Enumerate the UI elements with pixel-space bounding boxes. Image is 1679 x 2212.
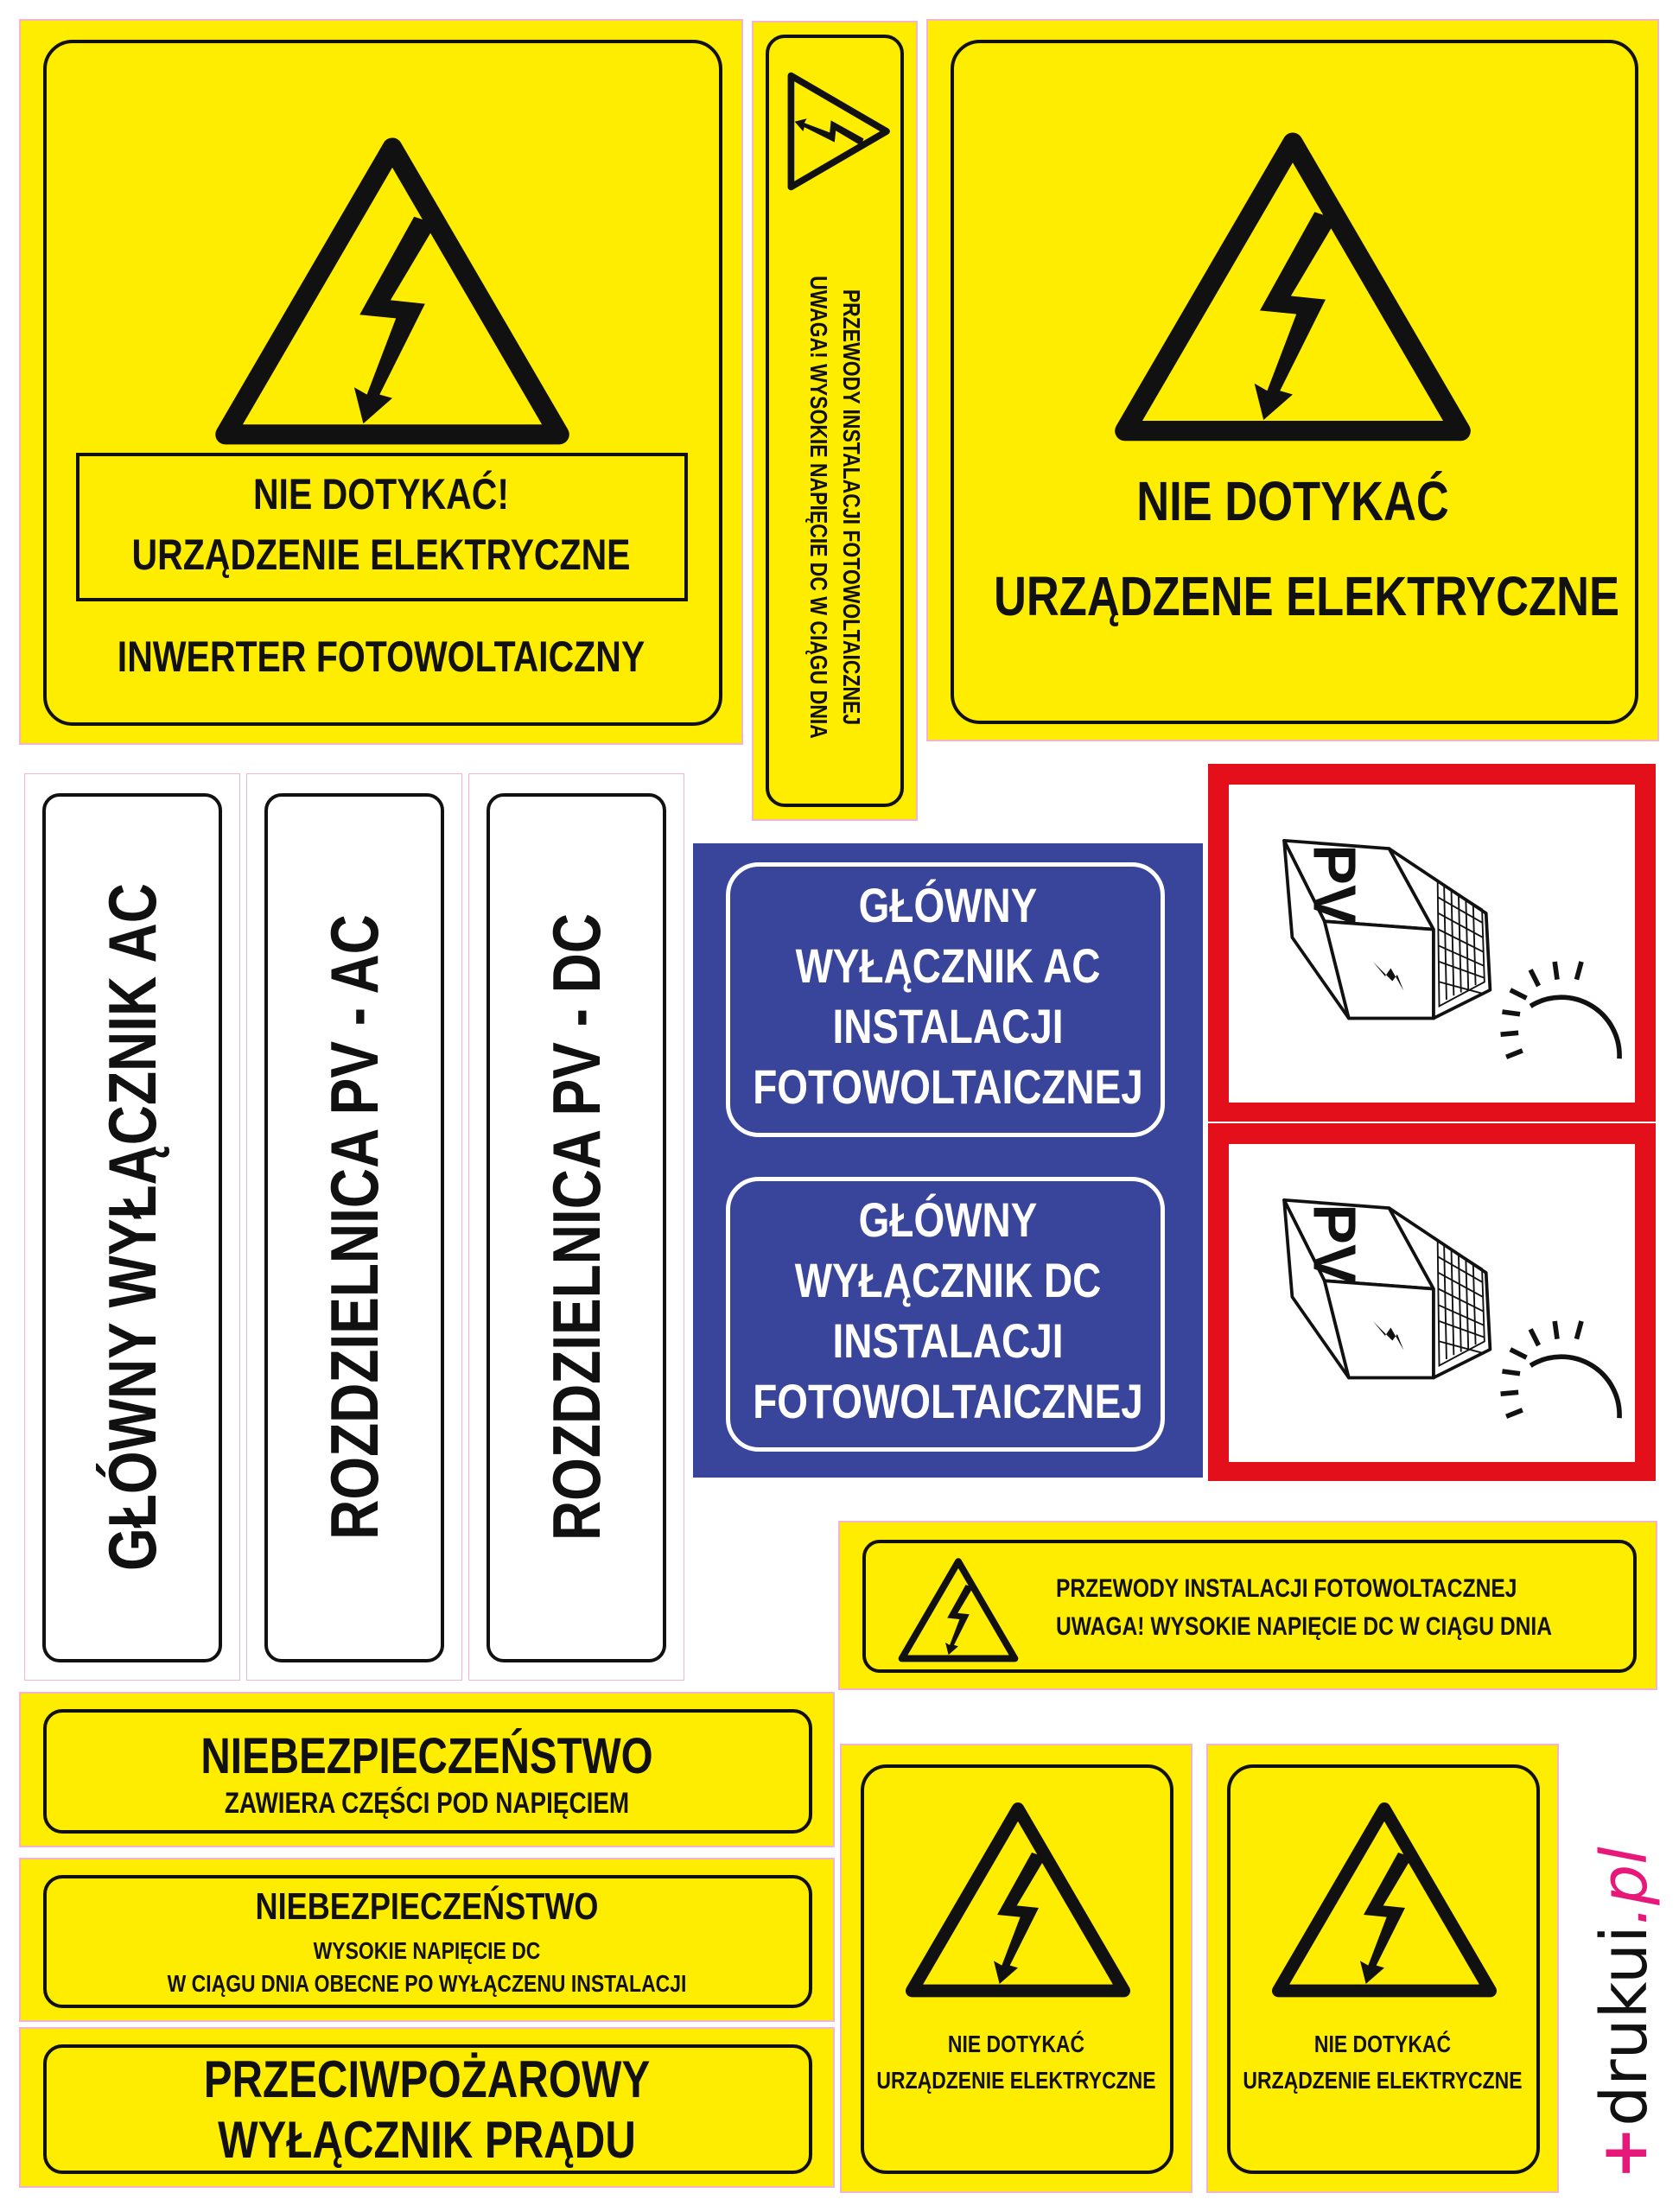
big-line2: URZĄDZENE ELEKTRYCZNE [993,565,1619,627]
sign-inverter [19,19,743,745]
blue-sign-ac [693,843,1203,1163]
small1-line2: URZĄDZENIE ELEKTRYCZNE [876,2067,1156,2094]
brand-suffix: .pl [1587,1847,1662,1926]
blue-ac-line2: WYŁĄCZNIK AC [795,938,1101,993]
white-strip-1-text: GŁÓWNY WYŁĄCZNIK AC [94,883,170,1571]
inverter-bottom: INWERTER FOTOWOLTAICZNY [117,632,646,681]
white-strip-2 [246,773,462,1681]
strip-horizontal-line2: UWAGA! WYSOKIE NAPIĘCIE DC W CIĄGU DNIA [1056,1612,1553,1641]
brand-plus-icon: + [1587,2126,1662,2180]
blue-ac-line4: FOTOWOLTAICZNEJ [753,1059,1143,1114]
danger2-sub1: WYSOKIE NAPIĘCIE DC [313,1937,541,1964]
blue-dc-line4: FOTOWOLTAICZNEJ [753,1374,1143,1428]
brand-logo [1573,1823,1676,2203]
small-sign-2 [1206,1744,1559,2193]
danger2-title: NIEBEZPIECZEŃSTWO [255,1885,599,1928]
fire-line1: PRZECIWPOŻAROWY [203,2050,651,2108]
danger1-title: NIEBEZPIECZEŃSTWO [200,1728,653,1784]
white-strip-3 [468,773,684,1681]
warning-triangle-icon [894,1555,1023,1666]
pv-sign-2 [1208,1123,1656,1481]
strip-horizontal-line1: PRZEWODY INSTALACJI FOTOWOLTACZNEJ [1056,1574,1517,1603]
danger-strip-2 [19,1858,835,2022]
blue-sign-dc [693,1163,1203,1478]
small2-line1: NIE DOTYKAĆ [1313,2031,1452,2057]
pv-sign-1 [1208,764,1656,1122]
blue-dc-line1: GŁÓWNY [858,1192,1038,1247]
small1-line1: NIE DOTYKAĆ [947,2031,1085,2057]
fire-switch-strip [19,2027,835,2188]
blue-ac-line1: GŁÓWNY [858,878,1038,932]
blue-dc-line2: WYŁĄCZNIK DC [794,1253,1102,1307]
inverter-line1: NIE DOTYKAĆ! [252,470,510,518]
strip-vertical-line2: UWAGA! WYSOKIE NAPIĘCIE DC W CIĄGU DNIA [805,276,832,739]
blue-ac-line3: INSTALACJI [832,999,1064,1053]
white-strip-2-text: ROZDZIELNICA PV - AC [316,914,392,1540]
warning-triangle-icon [1103,124,1483,453]
strip-vertical [752,21,918,821]
inverter-line2: URZĄDZENIE ELEKTRYCZNE [131,531,631,579]
white-strip-1 [24,773,240,1681]
blue-dc-line3: INSTALACJI [832,1313,1064,1368]
white-strip-3-text: ROZDZIELNICA PV - DC [538,912,614,1541]
pv-label-2: PV [1301,1204,1369,1285]
danger-strip-1 [19,1692,835,1847]
small-sign-1 [840,1744,1192,2193]
warning-triangle-icon [1263,1797,1505,2005]
warning-triangle-icon [778,71,899,192]
big-line1: NIE DOTYKAĆ [1136,470,1449,532]
danger2-sub2: W CIĄGU DNIA OBECNE PO WYŁĄCZENU INSTALACJI [167,1970,687,1997]
pv-label-1: PV [1301,844,1369,925]
fire-line2: WYŁĄCZNIK PRĄDU [218,2111,636,2169]
sign-big [926,19,1659,741]
strip-horizontal [838,1521,1657,1690]
brand-prefix: drukui [1587,1925,1662,2126]
danger1-sub: ZAWIERA CZĘŚCI POD NAPIĘCIEM [224,1787,630,1820]
strip-vertical-line1: PRZEWODY INSTALACJI FOTOWOLTAICZNEJ [838,289,865,726]
warning-triangle-icon [897,1797,1139,2005]
small2-line2: URZĄDZENIE ELEKTRYCZNE [1243,2067,1523,2094]
warning-triangle-icon [211,129,574,457]
